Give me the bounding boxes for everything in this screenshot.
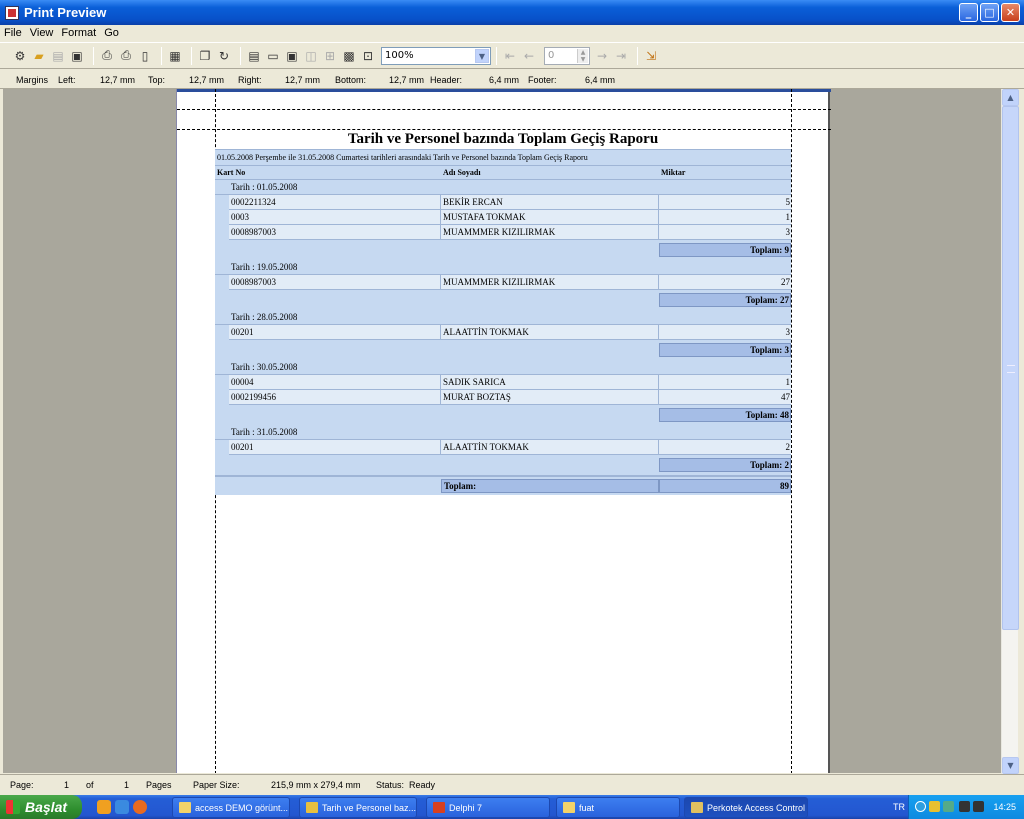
first-page-icon[interactable]: ⇤ [504, 48, 516, 63]
minimize-button[interactable]: _ [959, 3, 978, 22]
windows-logo-icon [6, 800, 20, 814]
cell-name: BEKİR ERCAN [441, 195, 659, 210]
table-row [215, 440, 791, 455]
close-doc-icon[interactable]: ▤ [52, 48, 64, 63]
margin-right-label: Right: [238, 75, 262, 85]
table-row [215, 325, 791, 340]
multi-pages-icon[interactable]: ▩ [343, 48, 355, 63]
current-page: 1 [64, 780, 70, 790]
report-subtitle: 01.05.2008 Perşembe ile 31.05.2008 Cumartesi tarihleri arasındaki Tarih ve Personel bazında Toplam Geçiş Raporu [215, 149, 791, 165]
open-icon[interactable]: ▰ [34, 48, 44, 63]
cell-card: 0003 [229, 210, 441, 225]
next-page-icon[interactable]: → [596, 48, 608, 63]
status-label: Status: [376, 780, 405, 790]
cell-name: MUSTAFA TOKMAK [441, 210, 659, 225]
report-content [215, 129, 791, 495]
task-button[interactable]: Tarih ve Personel baz... [299, 797, 417, 818]
page-number-value: 0 [548, 50, 555, 61]
cell-name: ALAATTİN TOKMAK [441, 440, 659, 455]
four-pages-icon[interactable]: ⊞ [324, 48, 336, 63]
language-indicator[interactable]: TR [893, 802, 905, 812]
group-total: Toplam: 3 [659, 343, 791, 357]
cell-name: MURAT BOZTAŞ [441, 390, 659, 405]
header-card-no: Kart No [217, 168, 246, 177]
cell-name: MUAMMMER KIZILIRMAK [441, 225, 659, 240]
margins-bar [0, 72, 1024, 89]
tray-network-icon[interactable] [943, 801, 954, 812]
quicklaunch-firefox-icon[interactable] [133, 800, 147, 814]
copy-pages-icon[interactable]: ❐ [199, 48, 211, 63]
margin-left-value[interactable]: 12,7 mm [100, 75, 136, 85]
table-row [215, 390, 791, 405]
margin-header-value[interactable]: 6,4 mm [489, 75, 520, 85]
save-icon[interactable]: ▣ [71, 48, 83, 63]
margin-bottom-label: Bottom: [335, 75, 367, 85]
system-tray [893, 795, 1024, 819]
group-total: Toplam: 48 [659, 408, 791, 422]
group-date: Tarih : 28.05.2008 [215, 310, 791, 325]
group-date: Tarih : 19.05.2008 [215, 260, 791, 275]
margin-top-label: Top: [148, 75, 166, 85]
title-bar [0, 0, 1024, 25]
maximize-button[interactable]: □ [980, 3, 999, 22]
group-total-row [215, 455, 791, 475]
pages-label: Pages [146, 780, 172, 790]
last-page-icon[interactable]: ⇥ [615, 48, 627, 63]
exit-icon[interactable]: ⇲ [645, 48, 657, 63]
table-row [215, 275, 791, 290]
two-pages-icon[interactable]: ◫ [305, 48, 317, 63]
table-icon[interactable]: ▦ [169, 48, 181, 63]
cell-card: 0008987003 [229, 225, 441, 240]
group-total: Toplam: 27 [659, 293, 791, 307]
scroll-up-icon[interactable]: ▲ [1002, 89, 1019, 106]
group-total-row [215, 405, 791, 425]
cell-name: ALAATTİN TOKMAK [441, 325, 659, 340]
cell-qty: 3 [659, 325, 791, 340]
cell-qty: 27 [659, 275, 791, 290]
window-title: Print Preview [24, 5, 107, 20]
menu-file[interactable]: File [4, 27, 22, 39]
right-margin-line [791, 89, 792, 773]
cell-card: 0002199456 [229, 390, 441, 405]
tray-status-icon[interactable] [959, 801, 970, 812]
table-row [215, 195, 791, 210]
cell-qty: 2 [659, 440, 791, 455]
cell-card: 0008987003 [229, 275, 441, 290]
one-page-icon[interactable]: ▤ [248, 48, 260, 63]
scroll-thumb[interactable] [1002, 106, 1019, 630]
report-title: Tarih ve Personel bazında Toplam Geçiş Raporu [347, 131, 659, 147]
cell-card: 00201 [229, 325, 441, 340]
start-button[interactable] [0, 795, 82, 819]
menu-format[interactable]: Format [61, 27, 97, 39]
cell-qty: 47 [659, 390, 791, 405]
vertical-scrollbar[interactable] [1001, 89, 1018, 774]
of-label: of [86, 780, 94, 790]
tray-arrow-icon[interactable] [915, 801, 926, 812]
scroll-down-icon[interactable]: ▼ [1002, 757, 1019, 774]
quicklaunch-ie-icon[interactable] [115, 800, 129, 814]
cell-name: SADIK SARICA [441, 375, 659, 390]
page-number-input[interactable] [544, 47, 590, 65]
margin-left-label: Left: [58, 75, 76, 85]
grand-total-value: 89 [659, 479, 791, 493]
taskbar [0, 795, 1024, 819]
cell-card: 00004 [229, 375, 441, 390]
total-pages: 1 [124, 780, 130, 790]
group-total-row [215, 240, 791, 260]
cell-qty: 5 [659, 195, 791, 210]
group-date: Tarih : 30.05.2008 [215, 360, 791, 375]
cell-name: MUAMMMER KIZILIRMAK [441, 275, 659, 290]
paper-size-label: Paper Size: [193, 780, 240, 790]
grand-total-row [215, 475, 791, 495]
grand-total-label: Toplam: [441, 479, 659, 493]
chevron-down-icon[interactable]: ▼ [475, 49, 489, 63]
group-total: Toplam: 9 [659, 243, 791, 257]
spin-arrows-icon[interactable]: ▲ ▼ [577, 49, 588, 63]
refresh-icon[interactable]: ↻ [218, 48, 230, 63]
task-button[interactable]: fuat [556, 797, 680, 818]
table-row [215, 375, 791, 390]
header-margin-line [177, 109, 831, 110]
margin-footer-value[interactable]: 6,4 mm [585, 75, 616, 85]
margins-label: Margins [16, 75, 49, 85]
print-preview-icon [5, 6, 19, 20]
status-value: Ready [409, 780, 436, 790]
status-bar [0, 774, 1024, 793]
prev-page-icon[interactable]: ← [523, 48, 535, 63]
page-width-icon[interactable]: ▭ [267, 48, 279, 63]
menu-bar [0, 25, 1024, 41]
cell-card: 0002211324 [229, 195, 441, 210]
group-date: Tarih : 31.05.2008 [215, 425, 791, 440]
header-quantity: Miktar [661, 168, 686, 177]
cell-qty: 1 [659, 210, 791, 225]
thumbnails-icon[interactable]: ⊡ [362, 48, 374, 63]
paper-size-value: 215,9 mm x 279,4 mm [271, 780, 361, 790]
page-label: Page: [10, 780, 34, 790]
tray-app-icon[interactable] [929, 801, 940, 812]
task-button[interactable]: Perkotek Access Control [684, 797, 808, 818]
zoom-value: 100% [385, 50, 414, 61]
group-date: Tarih : 01.05.2008 [215, 180, 791, 195]
cell-card: 00201 [229, 440, 441, 455]
settings-icon[interactable]: ⚙ [14, 48, 26, 63]
group-total-row [215, 290, 791, 310]
margin-bottom-value[interactable]: 12,7 mm [389, 75, 425, 85]
print-icon[interactable]: ⎙ [102, 48, 112, 62]
report-page [176, 89, 830, 773]
group-total-row [215, 340, 791, 360]
whole-page-icon[interactable]: ▣ [286, 48, 298, 63]
group-total: Toplam: 2 [659, 458, 791, 472]
book-icon[interactable]: ▯ [141, 48, 149, 63]
report-column-headers [215, 165, 791, 180]
toolbar [0, 42, 1024, 69]
margin-header-label: Header: [430, 75, 463, 85]
clock[interactable]: 14:25 [993, 802, 1016, 812]
preview-area[interactable] [3, 89, 1001, 773]
task-button[interactable]: access DEMO görünt... [172, 797, 290, 818]
tray-status-icon[interactable] [973, 801, 984, 812]
zoom-select[interactable] [381, 47, 491, 65]
start-label: Başlat [25, 799, 68, 815]
margin-right-value[interactable]: 12,7 mm [285, 75, 321, 85]
menu-go[interactable]: Go [104, 27, 119, 39]
margin-footer-label: Footer: [528, 75, 557, 85]
cell-qty: 1 [659, 375, 791, 390]
quicklaunch-outlook-icon[interactable] [97, 800, 111, 814]
print-setup-icon[interactable]: ⎙ [121, 48, 131, 62]
margin-top-value[interactable]: 12,7 mm [189, 75, 225, 85]
header-name: Adı Soyadı [443, 168, 481, 177]
menu-view[interactable]: View [29, 27, 54, 39]
task-button[interactable]: Delphi 7 [426, 797, 550, 818]
table-row [215, 225, 791, 240]
window-controls [959, 3, 1020, 22]
close-button[interactable]: ✕ [1001, 3, 1020, 22]
table-row [215, 210, 791, 225]
cell-qty: 3 [659, 225, 791, 240]
